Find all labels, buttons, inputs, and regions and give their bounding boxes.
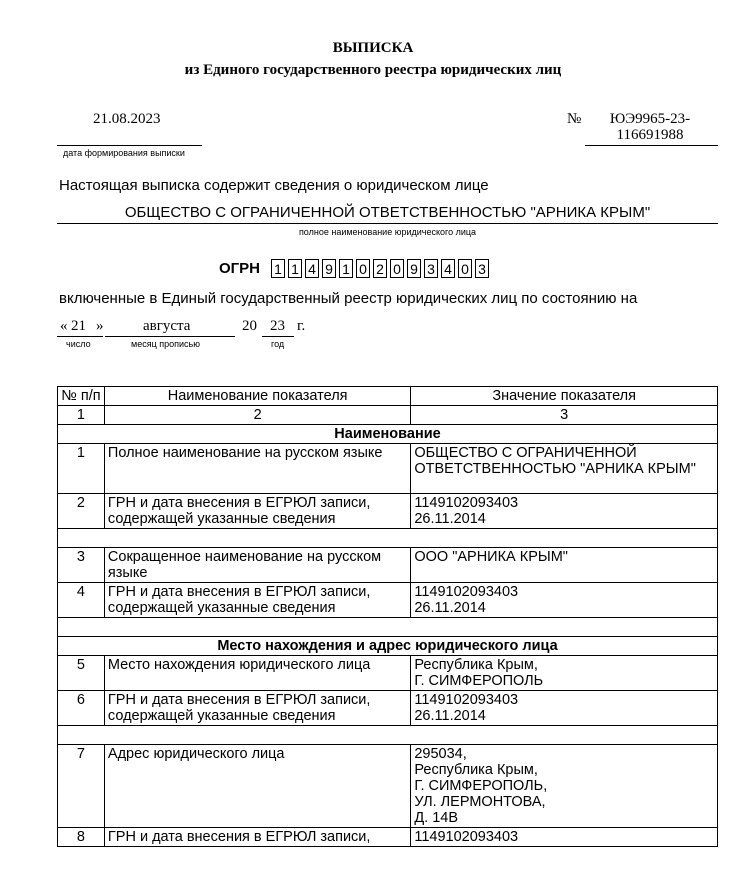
spacer-row <box>58 618 718 637</box>
year-underline <box>262 336 294 337</box>
state-month: августа <box>143 318 191 334</box>
register-table <box>57 386 718 847</box>
extract-number-line1: ЮЭ9965-23- <box>609 111 691 127</box>
month-caption: месяц прописью <box>131 339 200 349</box>
month-underline <box>105 336 235 337</box>
ogrn-digit: 1 <box>271 259 285 278</box>
row-value: ОБЩЕСТВО С ОГРАНИЧЕННОЙ ОТВЕТСТВЕННОСТЬЮ "АРНИКА КРЫМ" <box>411 444 718 494</box>
row-label: ГРН и дата внесения в ЕГРЮЛ записи, содержащей указанные сведения <box>104 494 410 529</box>
row-label: Место нахождения юридического лица <box>104 656 410 691</box>
row-number: 7 <box>58 745 105 828</box>
row-number: 1 <box>58 444 105 494</box>
table-row <box>58 494 718 529</box>
col-number-2: 2 <box>104 406 410 425</box>
spacer-row <box>58 726 718 745</box>
row-value: ООО "АРНИКА КРЫМ" <box>411 548 718 583</box>
row-value-grn: 1149102093403 <box>414 692 519 708</box>
row-value <box>411 656 718 691</box>
section-name-title: Наименование <box>58 425 718 444</box>
document-subtitle: из Единого государственного реестра юридических лиц <box>184 62 562 78</box>
row-value <box>411 494 718 529</box>
ogrn-digit: 3 <box>424 259 438 278</box>
row-label: ГРН и дата внесения в ЕГРЮЛ записи, содержащей указанные сведения <box>104 583 410 618</box>
day-caption: число <box>66 339 91 349</box>
entity-full-name: ОБЩЕСТВО С ОГРАНИЧЕННОЙ ОТВЕТСТВЕННОСТЬЮ "АРНИКА КРЫМ" <box>124 204 651 221</box>
ogrn-digit: 1 <box>339 259 353 278</box>
row-label: Сокращенное наименование на русском языке <box>104 548 410 583</box>
table-row <box>58 583 718 618</box>
spacer-cell <box>58 529 718 548</box>
extract-date: 21.08.2023 <box>93 111 161 127</box>
row-number: 6 <box>58 691 105 726</box>
state-year-prefix: 20 <box>242 318 257 334</box>
state-day: 21 <box>71 318 86 334</box>
number-sign: № <box>567 111 582 127</box>
section-header-row <box>58 637 718 656</box>
row-value-date: 26.11.2014 <box>414 708 486 724</box>
row-label: Адрес юридического лица <box>104 745 410 828</box>
ogrn-digit: 9 <box>407 259 421 278</box>
col-header-number: № п/п <box>58 387 105 406</box>
table-header-row <box>58 387 718 406</box>
year-caption: год <box>271 339 285 349</box>
date-underline <box>57 145 202 146</box>
date-caption: дата формирования выписки <box>63 148 185 158</box>
row-value-region: Республика Крым, <box>414 657 538 673</box>
spacer-row <box>58 529 718 548</box>
row-value-city: Г. СИМФЕРОПОЛЬ, <box>414 778 548 794</box>
ogrn-digit: 4 <box>305 259 319 278</box>
state-open-quote: « <box>60 318 68 334</box>
row-value: 1149102093403 <box>411 828 718 847</box>
row-value-house: Д. 14В <box>414 810 459 826</box>
section-address-title: Место нахождения и адрес юридического лица <box>58 637 718 656</box>
table-row <box>58 691 718 726</box>
ogrn-digit: 9 <box>322 259 336 278</box>
row-value <box>411 745 718 828</box>
extract-number-line2: 116691988 <box>616 127 684 143</box>
table-row <box>58 548 718 583</box>
col-header-value: Значение показателя <box>411 387 718 406</box>
row-label: ГРН и дата внесения в ЕГРЮЛ записи, содержащей указанные сведения <box>104 691 410 726</box>
entity-name-caption: полное наименование юридического лица <box>298 227 477 237</box>
row-value-street: УЛ. ЛЕРМОНТОВА, <box>414 794 546 810</box>
col-header-indicator: Наименование показателя <box>104 387 410 406</box>
ogrn-digit: 0 <box>390 259 404 278</box>
row-value-grn: 1149102093403 <box>414 495 519 511</box>
spacer-cell <box>58 726 718 745</box>
ogrn-label: ОГРН <box>219 260 261 277</box>
row-number: 5 <box>58 656 105 691</box>
state-year-suffix: 23 <box>270 318 285 334</box>
row-value-grn: 1149102093403 <box>414 584 519 600</box>
row-number: 8 <box>58 828 105 847</box>
row-value-postcode: 295034, <box>414 746 467 762</box>
row-value-date: 26.11.2014 <box>414 600 486 616</box>
row-label: Полное наименование на русском языке <box>104 444 410 494</box>
table-row <box>58 656 718 691</box>
section-header-row <box>58 425 718 444</box>
spacer-cell <box>58 618 718 637</box>
table-row <box>58 828 718 847</box>
table-row <box>58 444 718 494</box>
state-text: включенные в Единый государственный реестр юридических лиц по состоянию на <box>59 290 638 307</box>
col-number-1: 1 <box>58 406 105 425</box>
row-value-date: 26.11.2014 <box>414 511 486 527</box>
row-value-city: Г. СИМФЕРОПОЛЬ <box>414 673 544 689</box>
state-year-unit: г. <box>297 318 306 334</box>
ogrn-digit: 2 <box>373 259 387 278</box>
ogrn-digit: 0 <box>458 259 472 278</box>
row-value <box>411 583 718 618</box>
table-column-numbers-row <box>58 406 718 425</box>
row-number: 2 <box>58 494 105 529</box>
state-close-quote: » <box>96 318 104 334</box>
entity-intro: Настоящая выписка содержит сведения о юридическом лице <box>59 177 489 194</box>
row-number: 3 <box>58 548 105 583</box>
table-row <box>58 745 718 828</box>
ogrn-digit: 4 <box>441 259 455 278</box>
row-number: 4 <box>58 583 105 618</box>
document-title: ВЫПИСКА <box>332 40 414 56</box>
ogrn-digit: 3 <box>475 259 489 278</box>
entity-name-underline <box>57 223 718 224</box>
row-value <box>411 691 718 726</box>
ogrn-digit: 0 <box>356 259 370 278</box>
row-label: ГРН и дата внесения в ЕГРЮЛ записи, <box>104 828 410 847</box>
ogrn-digit: 1 <box>288 259 302 278</box>
col-number-3: 3 <box>411 406 718 425</box>
day-underline <box>57 336 103 337</box>
number-underline <box>585 145 718 146</box>
row-value-region: Республика Крым, <box>414 762 538 778</box>
